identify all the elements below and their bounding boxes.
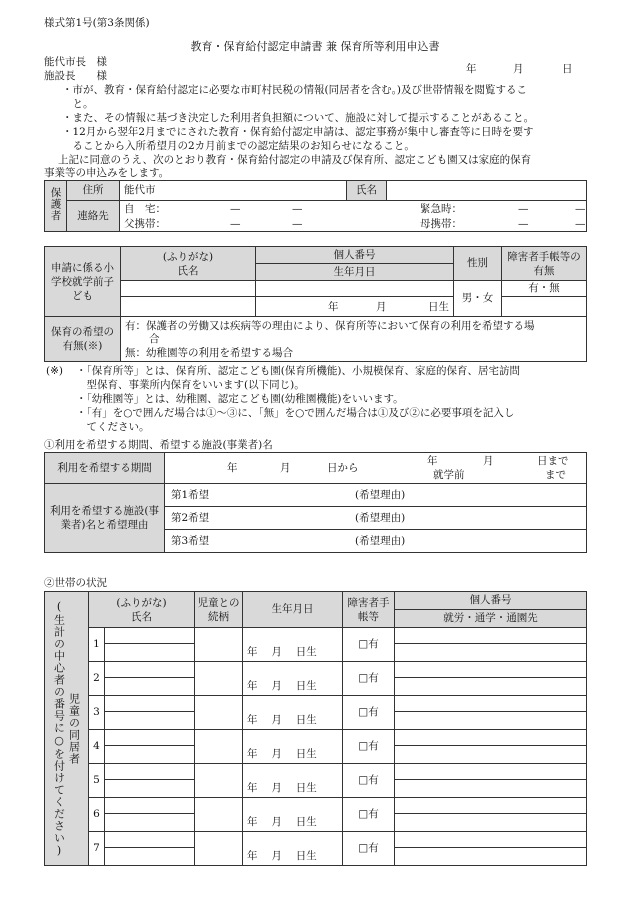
contact-label: 連絡先 (67, 201, 120, 232)
child-name-header: (ふりがな) 氏名 (121, 247, 256, 281)
row-number[interactable]: 5 (89, 764, 105, 798)
date-year: 年 (466, 63, 477, 75)
household-birthdate-header: 生年月日 (243, 592, 343, 628)
member-furigana-field[interactable] (105, 696, 195, 712)
consent-item: ・また、その情報に基づき決定した利用者負担額について、施設に対して提示することがあること。 (62, 112, 535, 124)
note-item: てください。 (76, 421, 150, 433)
relation-field[interactable] (195, 696, 243, 730)
row-number[interactable]: 2 (89, 662, 105, 696)
member-furigana-field[interactable] (105, 628, 195, 644)
notes-mark: (※) (46, 365, 63, 377)
member-disability-checkbox[interactable]: □有 (343, 730, 395, 764)
household-row (45, 832, 587, 848)
facility-label: 利用を希望する施設(事業者)名と希望理由 (45, 484, 165, 553)
name-label: 氏名 (347, 181, 387, 201)
member-name-field[interactable] (105, 746, 195, 764)
member-birthdate-field[interactable]: 年 月 日生 (243, 730, 343, 764)
member-furigana-field[interactable] (105, 662, 195, 678)
member-birthdate-field[interactable]: 年 月 日生 (243, 696, 343, 730)
guardian-name-field[interactable] (387, 181, 587, 201)
member-work-field[interactable] (395, 814, 587, 832)
child-furigana-field[interactable] (121, 281, 256, 297)
note-item: ・「有」を○で囲んだ場合は①～③に、「無」を○で囲んだ場合は①及び②に必要事項を記入し (76, 407, 515, 419)
mother-mobile-label: 母携帯： (420, 218, 462, 230)
gender-field[interactable]: 男・女 (454, 281, 502, 317)
household-row (45, 628, 587, 644)
member-work-field[interactable] (395, 712, 587, 730)
member-disability-checkbox[interactable]: □有 (343, 696, 395, 730)
member-birthdate-field[interactable]: 年 月 日生 (243, 798, 343, 832)
household-row (45, 764, 587, 780)
member-furigana-field[interactable] (105, 832, 195, 848)
member-birthdate-field[interactable]: 年 月 日生 (243, 628, 343, 662)
household-table (44, 591, 587, 866)
date-month: 月 (513, 63, 524, 75)
period-facility-table (44, 452, 587, 553)
member-disability-checkbox[interactable]: □有 (343, 798, 395, 832)
member-furigana-field[interactable] (105, 798, 195, 814)
member-disability-checkbox[interactable]: □有 (343, 764, 395, 798)
dash: — (292, 203, 303, 215)
member-work-field[interactable] (395, 644, 587, 662)
dash: — (230, 218, 241, 230)
choice-row[interactable]: 第3希望 (希望理由) (165, 530, 587, 553)
guardian-table (44, 180, 587, 232)
address-label: 住所 (67, 181, 120, 201)
member-disability-checkbox[interactable]: □有 (343, 832, 395, 866)
child-name-field[interactable] (121, 297, 256, 317)
disability-header: 障害者手帳等の有無 (502, 247, 587, 281)
row-number[interactable]: 6 (89, 798, 105, 832)
care-yes-option[interactable]: 有：保護者の労働又は疾病等の理由により、保育所等において保育の利用を希望する場 (125, 320, 535, 332)
section1-heading: ①利用を希望する期間、希望する施設(事業者)名 (44, 439, 273, 451)
member-mynumber-field[interactable] (395, 730, 587, 746)
emergency-phone-label: 緊急時： (420, 203, 462, 215)
document-title: 教育・保育給付認定申請書 兼 保育所等利用申込書 (190, 40, 440, 53)
consent-item: ・市が、教育・保育給付認定に必要な市町村民税の情報(同居者を含む。)及び世帯情報を閲覧するこ (62, 84, 527, 96)
consent-statement: 上記に同意のうえ、次のとおり教育・保育給付認定の申請及び保育所、認定こども園又は家庭的保育 (58, 154, 532, 166)
relation-field[interactable] (195, 798, 243, 832)
care-options[interactable]: 有：保護者の労働又は疾病等の理由により、保育所等において保育の利用を希望する場 合 無：幼稚園等の利用を希望する場合 (121, 317, 587, 362)
guardian-label: 保護者 (45, 181, 67, 232)
member-birthdate-field[interactable]: 年 月 日生 (243, 764, 343, 798)
member-furigana-field[interactable] (105, 730, 195, 746)
care-label: 保育の希望の有無(※) (45, 317, 121, 362)
row-number[interactable]: 1 (89, 628, 105, 662)
member-mynumber-field[interactable] (395, 832, 587, 848)
mynumber-header: 個人番号 生年月日 (256, 247, 454, 281)
consent-item: と。 (62, 98, 94, 110)
care-no-option[interactable]: 無：幼稚園等の利用を希望する場合 (125, 347, 293, 359)
row-number[interactable]: 3 (89, 696, 105, 730)
row-number[interactable]: 4 (89, 730, 105, 764)
row-number[interactable]: 7 (89, 832, 105, 866)
child-birthdate-field[interactable]: 年 月 日生 (256, 297, 454, 317)
member-mynumber-field[interactable] (395, 764, 587, 780)
contact-field[interactable] (120, 201, 587, 232)
household-row (45, 730, 587, 746)
member-name-field[interactable] (105, 644, 195, 662)
period-label: 利用を希望する期間 (45, 453, 165, 484)
household-row (45, 696, 587, 712)
household-disability-header: 障害者手帳等 (343, 592, 395, 628)
dash: — (518, 203, 529, 215)
relation-field[interactable] (195, 730, 243, 764)
member-name-field[interactable] (105, 780, 195, 798)
home-phone-label: 自 宅： (124, 203, 166, 215)
dash: — (575, 218, 586, 230)
section2-heading: ②世帯の状況 (44, 577, 107, 589)
member-work-field[interactable] (395, 848, 587, 866)
member-birthdate-field[interactable]: 年 月 日生 (243, 662, 343, 696)
member-name-field[interactable] (105, 678, 195, 696)
address-field[interactable]: 能代市 (120, 181, 347, 201)
consent-item: ・12月から翌年2月までにされた教育・保育給付認定申請は、認定事務が集中し審査等に日時を要す (62, 126, 534, 138)
member-mynumber-field[interactable] (395, 628, 587, 644)
addressee-mayor: 能代市長 様 (44, 56, 107, 68)
disability-field[interactable]: 有・無 (502, 281, 587, 297)
consent-statement: 事業等の申込みをします。 (44, 167, 170, 179)
member-work-field[interactable] (395, 746, 587, 764)
member-birthdate-field[interactable]: 年 月 日生 (243, 832, 343, 866)
relation-field[interactable] (195, 832, 243, 866)
date-day: 日 (562, 63, 573, 75)
dash: — (230, 203, 241, 215)
disability-field-blank[interactable] (502, 297, 587, 317)
father-mobile-label: 父携帯： (124, 218, 166, 230)
relation-field[interactable] (195, 662, 243, 696)
note-item: ・「幼稚園等」とは、幼稚園、認定こども園(幼稚園機能)をいいます。 (76, 393, 404, 405)
dash: — (575, 203, 586, 215)
member-mynumber-field[interactable] (395, 798, 587, 814)
choice-row[interactable]: 第1希望 (希望理由) (165, 484, 587, 507)
addressee-facility: 施設長 様 (44, 70, 107, 82)
household-mynumber-header: 個人番号 就労・通学・通園先 (395, 592, 587, 628)
household-side-label: 児童の同居者 (生計の中心者の番号に○を付けてください) (45, 592, 89, 866)
child-mynumber-field[interactable] (256, 281, 454, 297)
dash: — (518, 218, 529, 230)
child-table (44, 246, 587, 362)
member-furigana-field[interactable] (105, 764, 195, 780)
relation-header: 児童との続柄 (195, 592, 243, 628)
member-name-field[interactable] (105, 814, 195, 832)
note-item: 型保育、事業所内保育をいいます(以下同じ)。 (76, 379, 305, 391)
form-number: 様式第1号(第3条関係) (44, 17, 150, 29)
member-name-field[interactable] (105, 712, 195, 730)
period-field[interactable]: 年 月 日から 年 月 日まで 就学前 まで (165, 453, 587, 484)
household-row (45, 662, 587, 678)
member-work-field[interactable] (395, 678, 587, 696)
member-name-field[interactable] (105, 848, 195, 866)
member-mynumber-field[interactable] (395, 662, 587, 678)
member-disability-checkbox[interactable]: □有 (343, 628, 395, 662)
household-name-header: (ふりがな) 氏名 (89, 592, 195, 628)
member-disability-checkbox[interactable]: □有 (343, 662, 395, 696)
note-item: ・「保育所等」とは、保育所、認定こども園(保育所機能)、小規模保育、家庭的保育、居宅訪問 (76, 365, 520, 377)
relation-field[interactable] (195, 764, 243, 798)
consent-item: ることから入所希望月の2カ月前までの認定結果のお知らせになること。 (62, 140, 415, 152)
relation-field[interactable] (195, 628, 243, 662)
member-mynumber-field[interactable] (395, 696, 587, 712)
member-work-field[interactable] (395, 780, 587, 798)
child-row-label: 申請に係る小学校就学前子ども (45, 247, 121, 317)
dash: — (292, 218, 303, 230)
choice-row[interactable]: 第2希望 (希望理由) (165, 507, 587, 530)
household-row (45, 798, 587, 814)
gender-header: 性別 (454, 247, 502, 281)
